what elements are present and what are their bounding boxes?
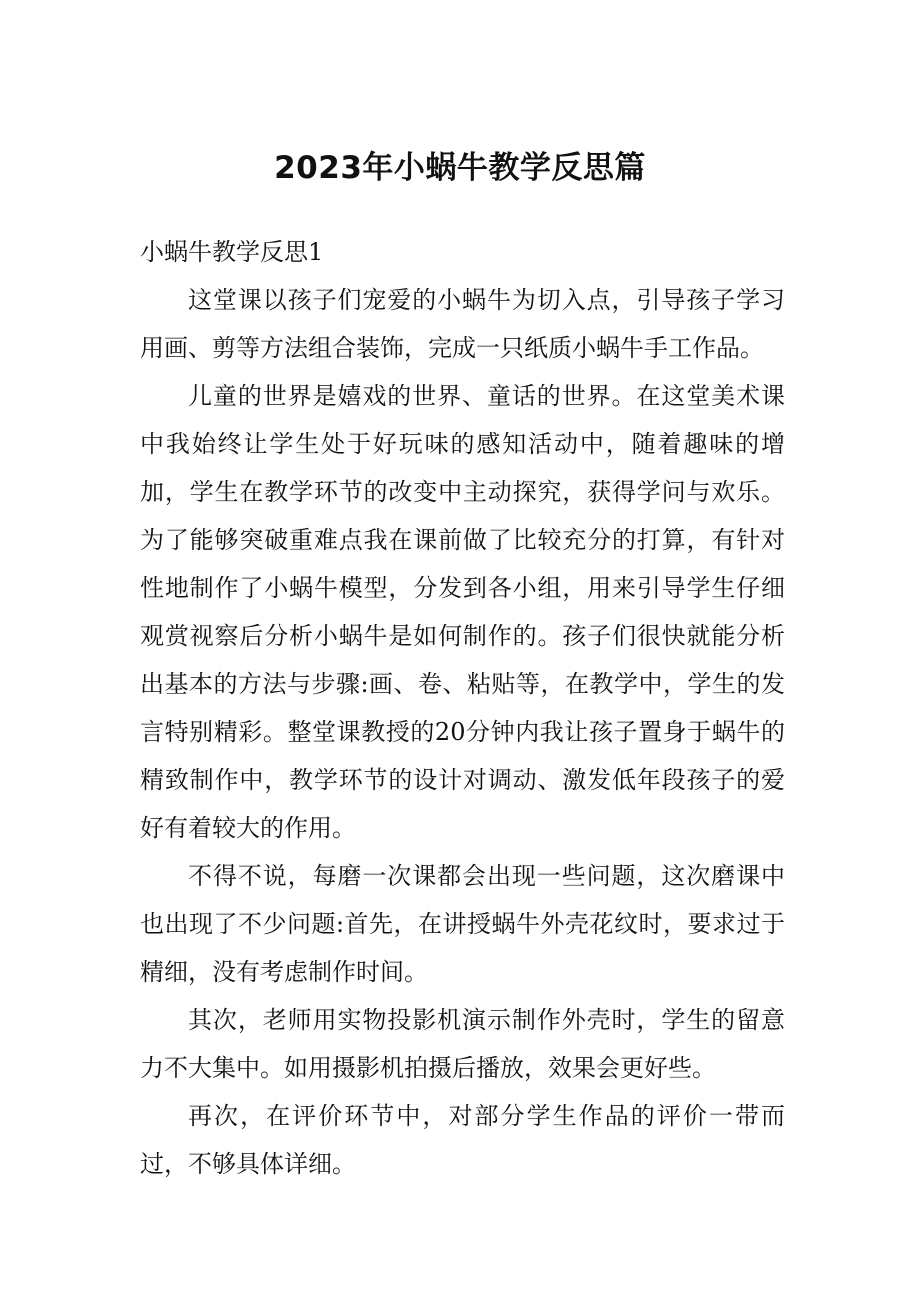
paragraph: 再次，在评价环节中，对部分学生作品的评价一带而过，不够具体详细。 <box>140 1102 785 1178</box>
document-title: 2023年小蜗牛教学反思篇 <box>274 150 646 186</box>
section-subtitle: 小蜗牛教学反思1 <box>140 238 324 266</box>
paragraph: 其次，老师用实物投影机演示制作外壳时，学生的留意力不大集中。如用摄影机拍摄后播放，效果会更好些。 <box>140 1006 785 1082</box>
paragraph: 儿童的世界是嬉戏的世界、童话的世界。在这堂美术课中我始终让学生处于好玩味的感知活动中，随着趣味的增加，学生在教学环节的改变中主动探究，获得学问与欢乐。为了能够突破重难点我在课前做了比较充分的打算，有针对性地制作了小蜗牛模型，分发到各小组，用来引导学生仔细观赏视察后分析小蜗牛是如何制作的。孩子们很快就能分析出基本的方法与步骤:画、卷、粘贴等，在教学中，学生的发言特别精彩。整堂课教授的20分钟内我让孩子置身于蜗牛的精致制作中，教学环节的设计对调动、激发低年段孩子的爱好有着较大的作用。 <box>140 382 785 842</box>
paragraph: 这堂课以孩子们宠爱的小蜗牛为切入点，引导孩子学习用画、剪等方法组合装饰，完成一只纸质小蜗牛手工作品。 <box>140 286 785 362</box>
paragraph: 不得不说，每磨一次课都会出现一些问题，这次磨课中也出现了不少问题:首先，在讲授蜗牛外壳花纹时，要求过于精细，没有考虑制作时间。 <box>140 862 785 986</box>
document-body <box>140 228 785 1188</box>
